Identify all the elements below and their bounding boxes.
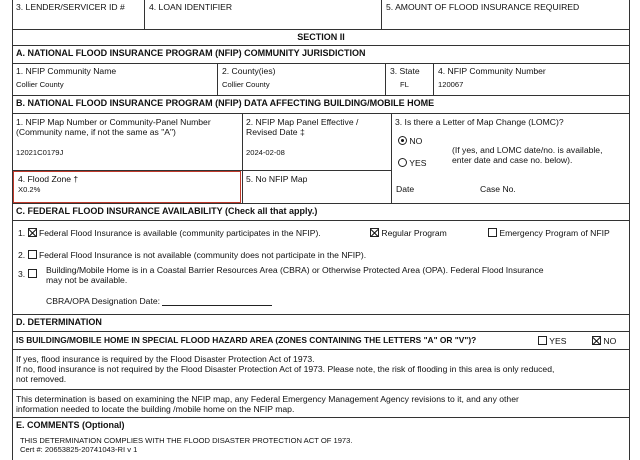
regular-program-option: [370, 228, 447, 238]
availability-item-3: [46, 265, 544, 285]
determination-yes-checkbox[interactable]: [538, 336, 547, 345]
lomc-yes-option[interactable]: [398, 158, 426, 168]
basis-text: [16, 394, 519, 414]
community-name-cell: [12, 64, 218, 95]
emergency-program-label: Emergency Program of NFIP: [499, 228, 610, 238]
determination-yes-label: YES: [549, 336, 567, 346]
section-b-title: B. NATIONAL FLOOD INSURANCE PROGRAM (NFIP) DATA AFFECTING BUILDING/MOBILE HOME: [16, 98, 435, 108]
lender-id-label: 3. LENDER/SERVICER ID #: [16, 2, 125, 12]
county-cell: [218, 64, 386, 95]
explain-line-3: not removed.: [16, 374, 67, 385]
regular-program-checkbox[interactable]: [370, 228, 379, 237]
basis-line-1: This determination is based on examining the NFIP map, any Federal Emergency Management Agency revisions to it, and any other: [16, 394, 519, 404]
emergency-program-option: [488, 228, 610, 238]
item3-text-1: Building/Mobile Home is in a Coastal Barrier Resources Area (CBRA) or Otherwise Protected Area (OPA). Federal Flood Insurance: [46, 265, 544, 275]
determination-question: IS BUILDING/MOBILE HOME IN SPECIAL FLOOD HAZARD AREA (ZONES CONTAINING THE LETTERS "A" OR "V")?: [16, 335, 477, 345]
no-map-label: 5. No NFIP Map: [246, 174, 308, 184]
community-number-cell: [434, 64, 630, 95]
map-number-label-1: 1. NFIP Map Number or Community-Panel Number: [16, 117, 211, 127]
lomc-no-label: NO: [409, 136, 423, 146]
lomc-yes-radio[interactable]: [398, 158, 407, 167]
availability-item-2: [18, 250, 366, 260]
comments-text: [20, 437, 352, 455]
section-a-title: A. NATIONAL FLOOD INSURANCE PROGRAM (NFIP) COMMUNITY JURISDICTION: [16, 48, 366, 58]
panel-date-label-2: Revised Date ‡: [246, 127, 305, 138]
determination-explanation: [12, 350, 630, 390]
section-d-title: D. DETERMINATION: [16, 317, 102, 327]
basis-line-2: information needed to locate the building /mobile home on the NFIP map.: [16, 404, 295, 415]
item3-checkbox[interactable]: [28, 269, 37, 278]
cbra-date-line[interactable]: [162, 297, 272, 306]
explain-line-1: If yes, flood insurance is required by the Flood Disaster Protection Act of 1973.: [16, 354, 315, 364]
regular-program-label: Regular Program: [381, 228, 447, 238]
section-c-title: C. FEDERAL FLOOD INSURANCE AVAILABILITY (Check all that apply.): [16, 206, 318, 216]
emergency-program-checkbox[interactable]: [488, 228, 497, 237]
loan-id-cell: [145, 0, 382, 29]
state-cell: [386, 64, 434, 95]
panel-date-value: 2024-02-08: [246, 148, 285, 158]
top-row: [12, 0, 630, 30]
lomc-note-2: enter date and case no. below).: [452, 155, 573, 166]
section-d-header: [12, 315, 630, 332]
flood-zone-label: 4. Flood Zone †: [18, 174, 79, 184]
section-a-fields: [12, 64, 630, 96]
item1-checkbox[interactable]: [28, 228, 37, 237]
item2-text: Federal Flood Insurance is not available (community does not participate in the NFIP).: [38, 250, 367, 260]
item1-text: Federal Flood Insurance is available (community participates in the NFIP).: [38, 228, 321, 238]
item1-number: 1.: [18, 228, 26, 238]
determination-basis: [12, 390, 630, 418]
determination-no-checkbox[interactable]: [592, 336, 601, 345]
map-number-value: 12021C0179J: [16, 148, 64, 158]
lomc-yes-label: YES: [409, 158, 427, 168]
lomc-case-label: Case No.: [480, 184, 516, 194]
item2-number: 2.: [18, 250, 26, 260]
determination-question-row: [12, 332, 630, 350]
explanation-text: [16, 354, 554, 384]
item3-number: 3.: [18, 269, 26, 279]
lomc-no-option[interactable]: [398, 136, 422, 146]
section-e-title: E. COMMENTS (Optional): [16, 420, 125, 430]
determination-no-label: NO: [603, 336, 617, 346]
comment-line-1: THIS DETERMINATION COMPLIES WITH THE FLOOD DISASTER PROTECTION ACT OF 1973.: [20, 436, 353, 445]
amount-required-label: 5. AMOUNT OF FLOOD INSURANCE REQUIRED: [386, 2, 580, 12]
section-b-header: [12, 96, 630, 114]
community-name-value: Collier County: [16, 80, 64, 90]
county-value: Collier County: [222, 80, 270, 90]
community-number-value: 120067: [438, 80, 464, 90]
lomc-no-radio[interactable]: [398, 136, 407, 145]
section-b-fields: [12, 114, 630, 204]
explain-line-2: If no, flood insurance is not required by the Flood Disaster Protection Act of 1973. Please note, the risk of flooding in this area is only reduced,: [16, 364, 555, 375]
loan-id-label: 4. LOAN IDENTIFIER: [149, 2, 233, 12]
section-c-body: [12, 221, 630, 315]
state-value: FL: [400, 80, 409, 90]
section-e: [12, 418, 630, 460]
cbra-designation-field: [46, 296, 272, 306]
comment-line-2: Cert #: 20653825-20741043-RI v 1: [20, 444, 138, 454]
map-number-label-2: (Community name, if not the same as "A"): [16, 127, 176, 138]
determination-yes-option: [538, 336, 566, 346]
item3-number-row: [18, 269, 37, 279]
lomc-note: [452, 145, 602, 165]
item3-text-2: may not be available.: [46, 275, 128, 286]
lomc-field: [395, 117, 564, 127]
section-ii-title: SECTION II: [297, 32, 345, 42]
flood-zone-field: [18, 174, 78, 195]
panel-date-field: [246, 117, 358, 158]
lender-id-cell: [12, 0, 145, 29]
availability-item-1: [18, 228, 321, 238]
map-number-field: [16, 117, 211, 158]
panel-date-label-1: 2. NFIP Map Panel Effective /: [246, 117, 359, 127]
section-ii-row: [12, 30, 630, 46]
county-label: 2. County(ies): [222, 66, 276, 76]
state-label: 3. State: [390, 66, 420, 76]
community-number-label: 4. NFIP Community Number: [438, 66, 546, 76]
item2-checkbox[interactable]: [28, 250, 37, 259]
section-c-header: [12, 204, 630, 221]
cbra-label: CBRA/OPA Designation Date:: [46, 296, 161, 306]
lomc-date-label: Date: [396, 184, 415, 194]
community-name-label: 1. NFIP Community Name: [16, 66, 117, 76]
section-a-header: [12, 46, 630, 64]
flood-zone-value: X0.2%: [18, 185, 41, 195]
determination-no-option: [592, 336, 616, 346]
lomc-label: 3. Is there a Letter of Map Change (LOMC)?: [395, 117, 564, 127]
amount-required-cell: [382, 0, 630, 29]
lomc-note-1: (If yes, and LOMC date/no. is available,: [452, 145, 603, 155]
